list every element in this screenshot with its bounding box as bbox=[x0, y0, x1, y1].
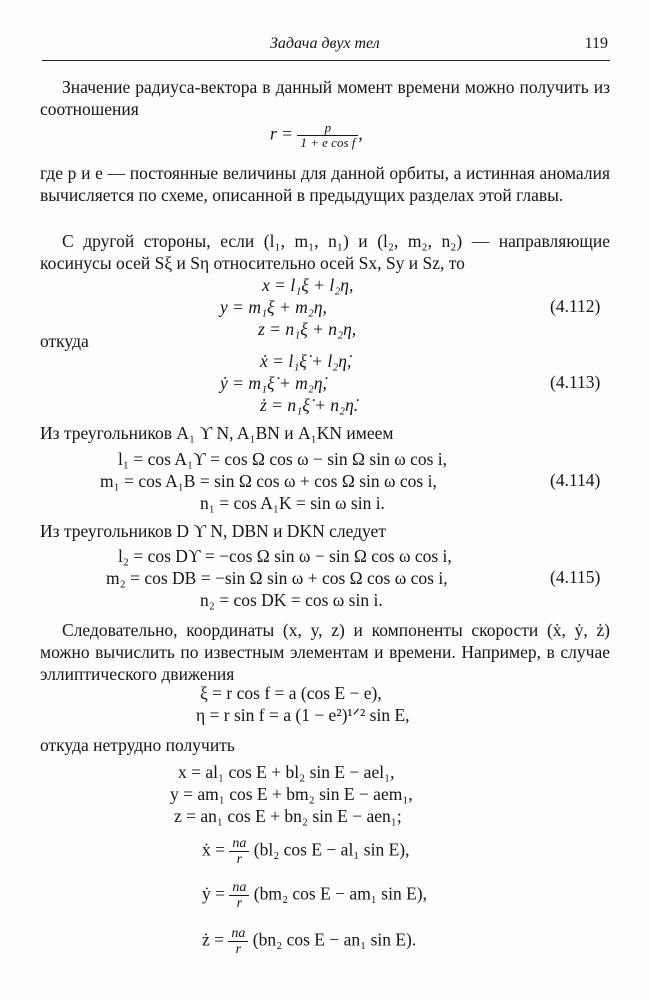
triangles-sentence-1: Из треугольников A₁ ϒ N, A₁BN и A₁KN имеем bbox=[40, 423, 394, 443]
paragraph-radius-intro: Значение радиуса-вектора в данный момент времени можно получить из соотношения bbox=[40, 77, 610, 119]
eq-4-114-line: m₁ = cos A₁B = sin Ω cos ω + cos Ω sin ω cos i, bbox=[100, 471, 437, 491]
word-otkuda: откуда bbox=[40, 331, 89, 351]
velocity-fraction bbox=[229, 836, 249, 867]
eq-4-114-line: l₁ = cos A₁ϒ = cos Ω cos ω − sin Ω sin ω cos i, bbox=[118, 449, 448, 469]
coordinate-line: y = am₁ cos E + bm₂ sin E − aem₁, bbox=[170, 784, 413, 804]
radius-formula bbox=[270, 121, 363, 150]
velocity-fraction-denominator: r bbox=[236, 896, 243, 911]
radius-fraction bbox=[297, 121, 358, 150]
velocity-fraction-denominator: r bbox=[236, 852, 243, 867]
velocity-lhs: ẏ = bbox=[202, 883, 225, 904]
eq-4-112-line: z = n₁ξ + n₂η, bbox=[258, 319, 357, 339]
paragraph-velocity-components: Следовательно, координаты (x, y, z) и компоненты скорости (ẋ, ẏ, ż) можно вычислить по известным элементам и времени. Например, в случае эллиптического движения bbox=[40, 620, 610, 684]
velocity-line bbox=[202, 836, 409, 867]
velocity-lhs: ẋ = bbox=[202, 839, 225, 860]
eq-4-112-line: x = l₁ξ + l₂η, bbox=[262, 275, 354, 295]
velocity-fraction bbox=[229, 880, 249, 911]
velocity-line bbox=[202, 926, 416, 957]
velocity-line bbox=[202, 880, 427, 911]
coordinate-line: x = al₁ cos E + bl₂ sin E − ael₁, bbox=[178, 762, 395, 782]
velocity-rhs: (bl₂ cos E − al₁ sin E), bbox=[253, 839, 410, 860]
paragraph-direction-cosines: С другой стороны, если (l₁, m₁, n₁) и (l₂, m₂, n₂) — направляющие косинусы осей Sξ и Sη относительно осей Sx, Sy и Sz, то bbox=[40, 231, 610, 273]
elliptic-line: η = r sin f = a (1 − e²)¹ᐟ² sin E, bbox=[196, 705, 410, 725]
triangles-sentence-2: Из треугольников D ϒ N, DBN и DKN следует bbox=[40, 521, 386, 541]
eq-4-113-line: ẏ = m₁ξ̇ + m₂η̇, bbox=[220, 373, 327, 393]
velocity-fraction-denominator: r bbox=[235, 942, 242, 957]
equation-number: (4.115) bbox=[550, 567, 601, 587]
velocity-fraction-numerator: na bbox=[229, 880, 249, 896]
page-number: 119 bbox=[584, 35, 608, 52]
eq-4-114-line: n₁ = cos A₁K = sin ω sin i. bbox=[200, 493, 385, 513]
equation-number: (4.114) bbox=[550, 470, 601, 490]
eq-4-113-line: ẋ = l₁ξ̇ + l₂η̇, bbox=[260, 351, 352, 371]
velocity-lhs: ż = bbox=[202, 929, 225, 950]
eq-4-115-line: l₂ = cos Dϒ = −cos Ω sin ω − sin Ω cos ω cos i, bbox=[118, 546, 452, 566]
velocity-fraction bbox=[228, 926, 248, 957]
page-header bbox=[42, 34, 610, 61]
equation-number: (4.113) bbox=[550, 372, 601, 392]
eq-4-115-line: n₂ = cos DK = cos ω sin i. bbox=[200, 590, 383, 610]
equation-number: (4.112) bbox=[550, 296, 601, 316]
phrase-otkuda-netrudno: откуда нетрудно получить bbox=[40, 735, 235, 755]
radius-fraction-numerator: p bbox=[297, 121, 358, 136]
running-title: Задача двух тел bbox=[270, 35, 380, 52]
radius-formula-comma: , bbox=[358, 123, 363, 144]
velocity-rhs: (bn₂ cos E − an₁ sin E). bbox=[252, 929, 417, 950]
elliptic-line: ξ = r cos f = a (cos E − e), bbox=[200, 683, 382, 703]
coordinate-line: z = an₁ cos E + bn₂ sin E − aen₁; bbox=[174, 806, 402, 826]
eq-4-113-line: ż = n₁ξ̇ + n₂η̇. bbox=[260, 395, 359, 415]
velocity-rhs: (bm₂ cos E − am₁ sin E), bbox=[253, 883, 427, 904]
radius-formula-lhs: r = bbox=[270, 123, 293, 144]
velocity-fraction-numerator: na bbox=[229, 836, 249, 852]
eq-4-112-line: y = m₁ξ + m₂η, bbox=[220, 297, 327, 317]
velocity-fraction-numerator: na bbox=[228, 926, 248, 942]
eq-4-115-line: m₂ = cos DB = −sin Ω sin ω + cos Ω cos ω cos i, bbox=[106, 568, 448, 588]
paragraph-anomaly: где p и e — постоянные величины для данной орбиты, а истинная аномалия вычисляется по схеме, описанной в предыдущих разделах этой главы. bbox=[40, 163, 610, 205]
radius-fraction-denominator: 1 + e cos f bbox=[300, 135, 356, 150]
